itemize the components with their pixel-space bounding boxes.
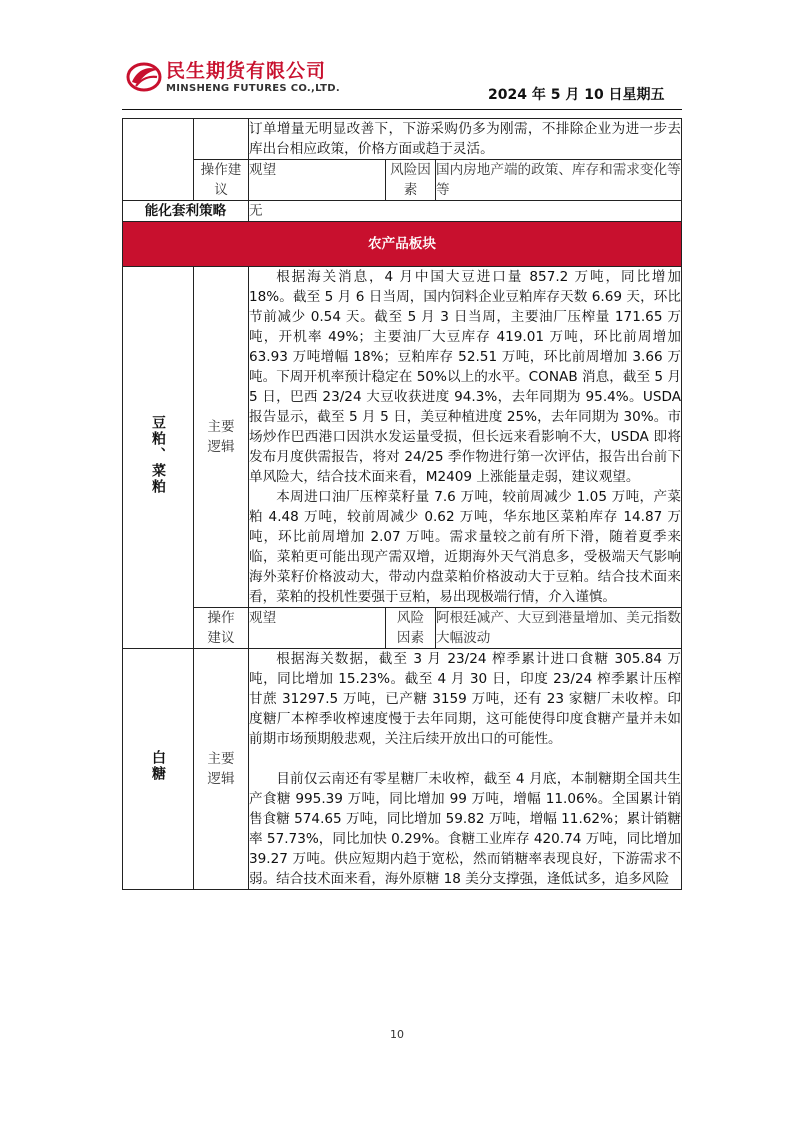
company-name-cn: 民生期货有限公司 <box>166 60 327 82</box>
logic-text <box>249 267 682 608</box>
commodity-name-prev <box>123 119 194 201</box>
risk-label: 风险因素 <box>386 160 436 201</box>
table-row <box>123 119 682 160</box>
arbitrage-value: 无 <box>249 201 682 222</box>
report-date: 2024 年 5 月 10 日星期五 <box>488 87 665 103</box>
table-row <box>123 608 682 649</box>
header-divider <box>122 109 682 110</box>
commodity-label: 白糖 <box>150 750 166 782</box>
company-name-en: MINSHENG FUTURES CO.,LTD. <box>166 83 340 94</box>
minsheng-logo-icon <box>126 58 162 94</box>
table-row <box>123 649 682 890</box>
op-value: 观望 <box>249 160 386 201</box>
page-header <box>0 0 794 110</box>
risk-label: 风险因素 <box>386 608 436 649</box>
op-label: 操作建议 <box>194 608 249 649</box>
table-row <box>123 160 682 201</box>
commodity-label: 豆粕、菜粕 <box>150 414 166 495</box>
logic-paragraph: 目前仅云南还有零星糖厂未收榨，截至 4 月底，本制糖期全国共生产食糖 995.39 万吨，同比增加 99 万吨，增幅 11.06%。全国累计销售食糖 574.65 万吨，同比增加 59.82 万吨，增幅 11.62%；累计销糖率 57.73%，同比加快 0.29%。食糖工业库存 420.74 万吨，同比增加 39.27 万吨。供应短期内趋于宽松，然而销糖率表现良好，下游需求不弱。结合技术面来看，海外原糖 18 美分支撑强，逢低试多，追多风险 <box>249 771 681 887</box>
page-number: 10 <box>390 1028 404 1041</box>
commodity-name-soymeal <box>123 267 194 649</box>
op-value: 观望 <box>249 608 386 649</box>
table-row <box>123 267 682 608</box>
section-title: 农产品板块 <box>123 222 682 267</box>
strategy-table <box>122 118 682 890</box>
table-row <box>123 201 682 222</box>
op-label: 操作建议 <box>194 160 249 201</box>
risk-value: 阿根廷减产、大豆到港量增加、美元指数大幅波动 <box>436 608 682 649</box>
logic-label-prev <box>194 119 249 160</box>
logic-text <box>249 649 682 890</box>
arbitrage-label: 能化套利策略 <box>123 201 249 222</box>
logic-paragraph: 根据海关数据，截至 3 月 23/24 榨季累计进口食糖 305.84 万吨，同比增加 15.23%。截至 4 月 30 日，印度 23/24 榨季累计压榨甘蔗 31297.5 万吨，已产糖 3159 万吨，还有 23 家糖厂未收榨。印度糖厂本榨季收榨速度慢于去年同期，这可能使得印度食糖产量并未如前期市场预期般悲观，关注后续开放出口的可能性。 <box>249 651 681 747</box>
commodity-name-sugar <box>123 649 194 890</box>
risk-value: 国内房地产端的政策、库存和需求变化等等 <box>436 160 682 201</box>
logic-paragraph: 根据海关消息，4 月中国大豆进口量 857.2 万吨，同比增加 18%。截至 5 月 6 日当周，国内饲料企业豆粕库存天数 6.69 天，环比节前减少 0.54 天。截至 5 月 3 日当周，主要油厂压榨量 171.65 万吨，开机率 49%；主要油厂大豆库存 419.01 万吨，环比前周增加 63.93 万吨增幅 18%；豆粕库存 52.51 万吨，环比前周增加 3.66 万吨。下周开机率预计稳定在 50%以上的水平。CONAB 消息，截至 5 月 5 日，巴西 23/24 大豆收获进度 94.3%，去年同期为 95.4%。USDA 报告显示，截至 5 月 5 日，美豆种植进度 25%，去年同期为 30%。市场炒作巴西港口因洪水发运量受损，但长远来看影响不大，USDA 即将发布月度供需报告，将对 24/25 季作物进行第一次评估，报告出台前下单风险大，结合技术面来看，M2409 上涨能量走弱，建议观望。 <box>249 269 681 485</box>
logic-paragraph: 本周进口油厂压榨菜籽量 7.6 万吨，较前周减少 1.05 万吨，产菜粕 4.48 万吨，较前周减少 0.62 万吨，华东地区菜粕库存 14.87 万吨，环比前周增加 2.07 万吨。需求量较之前有所下滑，随着夏季来临，菜粕更可能出现产需双增，近期海外天气消息多，受极端天气影响海外菜籽价格波动大，带动内盘菜粕价格波动大于豆粕。结合技术面来看，菜粕的投机性要强于豆粕，易出现极端行情，介入谨慎。 <box>249 489 681 605</box>
table-row <box>123 222 682 267</box>
logic-label: 主要逻辑 <box>194 267 249 608</box>
logic-label: 主要逻辑 <box>194 649 249 890</box>
logic-text-prev: 订单增量无明显改善下，下游采购仍多为刚需，不排除企业为进一步去库出台相应政策，价格方面或趋于灵活。 <box>249 119 682 160</box>
